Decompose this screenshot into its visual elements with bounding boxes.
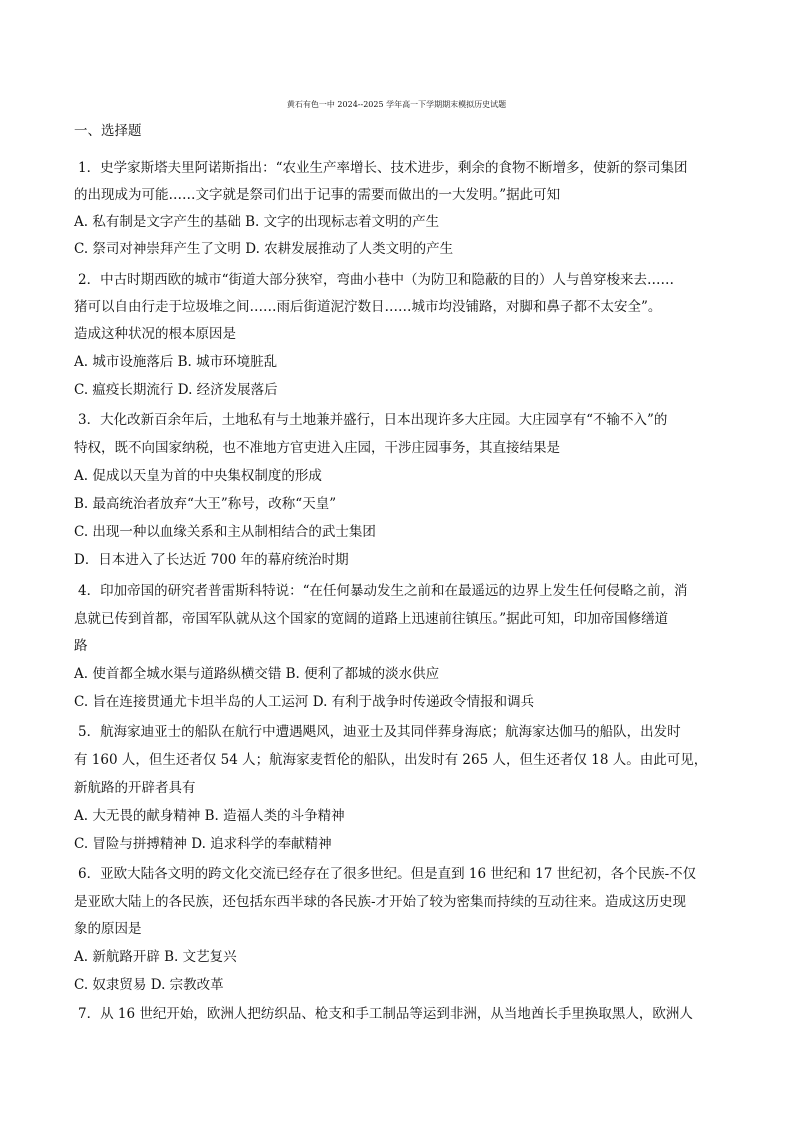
question-text-line: 7．从 16 世纪开始，欧洲人把纺织品、枪支和手工制品等运到非洲，从当地酋长手里换取黑人，欧洲人 <box>78 1006 693 1022</box>
question-text-line: 路 <box>74 638 88 654</box>
question-text-line: 象的原因是 <box>74 921 142 937</box>
option-line: C. 冒险与拼搏精神 D. 追求科学的奉献精神 <box>74 836 332 852</box>
option-line: B. 最高统治者放弃“大王”称号，改称“天皇” <box>74 496 337 512</box>
question-text-line: 3．大化改新百余年后，土地私有与土地兼并盛行，日本出现许多大庄园。大庄园享有“不输不入”的 <box>78 412 668 428</box>
option-line: C. 祭司对神崇拜产生了文明 D. 农耕发展推动了人类文明的产生 <box>74 241 454 257</box>
option-line: C. 出现一种以血缘关系和主从制相结合的武士集团 <box>74 524 376 540</box>
question-text-line: 特权，既不向国家纳税，也不准地方官吏进入庄园，干涉庄园事务，其直接结果是 <box>74 440 560 456</box>
question-text-line: 有 160 人，但生还者仅 54 人；航海家麦哲伦的船队，出发时有 265 人，但生还者仅 18 人。由此可见， <box>74 752 708 768</box>
question-text-line: 6．亚欧大陆各文明的跨文化交流已经存在了很多世纪。但是直到 16 世纪和 17 世纪初，各个民族-不仅 <box>78 866 697 882</box>
question-text-line: 是亚欧大陆上的各民族，还包括东西半球的各民族-才开始了较为密集而持续的互动往来。造成这历史现 <box>74 894 687 910</box>
option-line: C. 旨在连接贯通尤卡坦半岛的人工运河 D. 有利于战争时传递政令情报和调兵 <box>74 694 535 710</box>
question-text-line: 的出现成为可能……文字就是祭司们出于记事的需要而做出的一大发明。”据此可知 <box>74 187 561 203</box>
option-line: A. 大无畏的献身精神 B. 造福人类的斗争精神 <box>74 808 345 824</box>
question-text-line: 猪可以自由行走于垃圾堆之间……雨后街道泥泞数日……城市均没铺路，对脚和鼻子都不太安全”。 <box>74 299 662 315</box>
question-text-line: 造成这种状况的根本原因是 <box>74 326 236 342</box>
option-line: D．日本进入了长达近 700 年的幕府统治时期 <box>74 552 349 568</box>
option-line: A. 私有制是文字产生的基础 B. 文字的出现标志着文明的产生 <box>74 214 440 230</box>
option-line: C. 奴隶贸易 D. 宗教改革 <box>74 977 224 993</box>
question-text-line: 新航路的开辟者具有 <box>74 780 196 796</box>
section-title: 一、选择题 <box>74 123 142 139</box>
question-text-line: 息就已传到首都，帝国军队就从这个国家的宽阔的道路上迅速前往镇压。”据此可知，印加帝国修缮道 <box>74 611 669 627</box>
question-text-line: 2．中古时期西欧的城市“街道大部分狭窄，弯曲小巷中（为防卫和隐蔽的目的）人与兽穿梭来去…… <box>78 272 674 288</box>
option-line: A. 使首都全城水渠与道路纵横交错 B. 便利了都城的淡水供应 <box>74 666 440 682</box>
option-line: A. 新航路开辟 B. 文艺复兴 <box>74 949 237 965</box>
exam-title: 黄石有色一中 2024--2025 学年高一下学期期末模拟历史试题 <box>286 100 507 109</box>
question-text-line: 1．史学家斯塔夫里阿诺斯指出：“农业生产率增长、技术进步，剩余的食物不断增多，使新的祭司集团 <box>78 160 688 176</box>
option-line: A. 城市设施落后 B. 城市环境脏乱 <box>74 354 278 370</box>
question-text-line: 5．航海家迪亚士的船队在航行中遭遇飓风，迪亚士及其同伴葬身海底；航海家达伽马的船队，出发时 <box>78 724 681 740</box>
option-line: A. 促成以天皇为首的中央集权制度的形成 <box>74 468 322 484</box>
question-text-line: 4．印加帝国的研究者普雷斯科特说：“在任何暴动发生之前和在最遥远的边界上发生任何侵略之前，消 <box>78 583 688 599</box>
option-line: C. 瘟疫长期流行 D. 经济发展落后 <box>74 382 278 398</box>
